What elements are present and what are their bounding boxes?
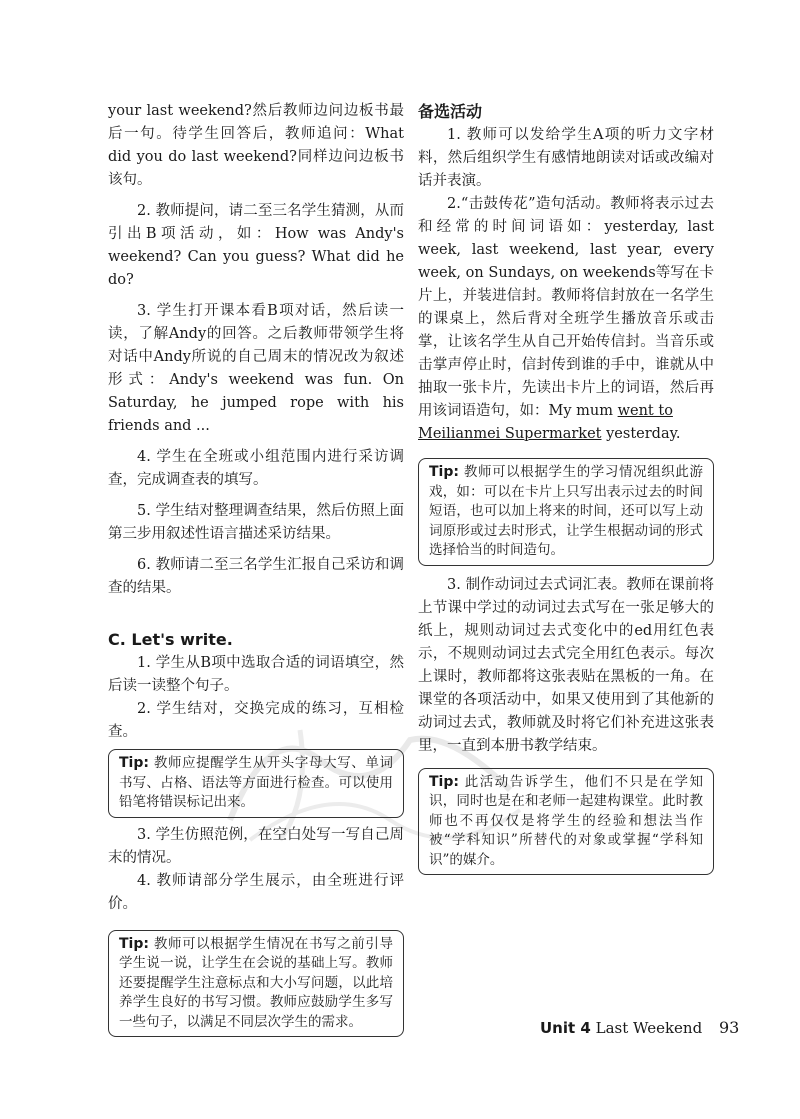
step-2: 2. 教师提问，请二至三名学生猜测，从而引出B项活动，如：How was Andy's weekend? Can you guess? What did he do? bbox=[108, 203, 404, 288]
tip-text: 此活动告诉学生，他们不只是在学知识，同时也是在和老师一起建构课堂。此时教师也不再仅仅是将学生的经验和想法当作被“学科知识”所替代的对象或掌握“学科知识”的媒介。 bbox=[429, 773, 704, 868]
tip-text: 教师可以根据学生情况在书写之前引导学生说一说，让学生在会说的基础上写。教师还要提醒学生注意标点和大小写问题，以此培养学生良好的书写习惯。教师应鼓励学生多写一些句子，以满足不同层次学生的需求。 bbox=[119, 935, 394, 1030]
c-step-2: 2. 学生结对，交换完成的练习，互相检查。 bbox=[108, 701, 404, 740]
unit-title: Last Weekend bbox=[595, 1019, 703, 1037]
tip-label: Tip: bbox=[119, 935, 149, 952]
left-column bbox=[108, 100, 404, 1043]
activity-2 bbox=[418, 193, 714, 446]
step-6: 6. 教师请二至三名学生汇报自己采访和调查的结果。 bbox=[108, 557, 404, 596]
alternative-activities-title: 备选活动 bbox=[418, 102, 483, 121]
underlined-phrase: went to bbox=[617, 403, 673, 419]
tip-label: Tip: bbox=[119, 755, 149, 771]
step-5: 5. 学生结对整理调查结果，然后仿照上面第三步用叙述性语言描述采访结果。 bbox=[108, 503, 404, 542]
tip-label: Tip: bbox=[429, 464, 459, 480]
step-4: 4. 学生在全班或小组范围内进行采访调查，完成调查表的填写。 bbox=[108, 449, 404, 488]
activity-2-end: yesterday. bbox=[601, 426, 681, 442]
underlined-phrase: Meilianmei Supermarket bbox=[418, 426, 602, 442]
activity-3: 3. 制作动词过去式词汇表。教师在课前将上节课中学过的动词过去式写在一张足够大的纸上，规则动词过去式变化中的ed用红色表示，不规则动词过去式完全用红色表示。每次上课时，教师都将这张表贴在黑板的一角。在课堂的各项活动中，如果又使用到了其他新的动词过去式，教师就及时将它们补充进这张表里，一直到本册书教学结束。 bbox=[418, 576, 714, 754]
section-c-title: C. Let's write. bbox=[108, 630, 233, 649]
tip-box bbox=[418, 458, 714, 566]
right-column bbox=[418, 100, 714, 881]
c-step-4: 4. 教师请部分学生展示，由全班进行评价。 bbox=[108, 872, 404, 912]
page-footer bbox=[540, 1018, 739, 1037]
tip-text: 教师可以根据学生的学习情况组织此游戏，如：可以在卡片上只写出表示过去的时间短语，也可以加上将来的时间，还可以写上动词原形或过去时形式，让学生根据动词的形式选择恰当的时间造句。 bbox=[429, 464, 704, 558]
tip-box bbox=[108, 930, 404, 1038]
tip-text: 教师应提醒学生从开头字母大写、单词书写、占格、语法等方面进行检查。可以使用铅笔将错误标记出来。 bbox=[119, 755, 394, 810]
page-number: 93 bbox=[718, 1018, 740, 1037]
tip-label: Tip: bbox=[429, 773, 459, 790]
unit-number: Unit 4 bbox=[540, 1019, 591, 1037]
paragraph-continued: your last weekend?然后教师边问边板书最后一句。待学生回答后，教师追问：What did you do last weekend?同样边问边板书该句。 bbox=[108, 103, 404, 188]
tip-box bbox=[418, 768, 714, 876]
activity-1: 1. 教师可以发给学生A项的听力文字材料，然后组织学生有感情地朗读对话或改编对话并表演。 bbox=[418, 127, 714, 189]
activity-2-text: 2.“击鼓传花”造句活动。教师将表示过去和经常的时间词语如：yesterday, last week, last weekend, last year, every week, on Sundays, on weekends等写在卡片上，并装进信封。教师将信封放在一名学生的课桌上，然后背对全班学生播放音乐或击掌，让该名学生从自己开始传信封。当音乐或击掌声停止时，信封传到谁的手中，谁就从中抽取一张卡片，先读出卡片上的词语，然后再用该词语造句，如：My mum bbox=[418, 196, 714, 419]
c-step-1: 1. 学生从B项中选取合适的词语填空，然后读一读整个句子。 bbox=[108, 655, 404, 694]
c-step-3: 3. 学生仿照范例，在空白处写一写自己周末的情况。 bbox=[108, 826, 404, 866]
tip-box bbox=[108, 749, 404, 818]
step-3: 3. 学生打开课本看B项对话，然后读一读，了解Andy的回答。之后教师带领学生将对话中Andy所说的自己周末的情况改为叙述形式：Andy's weekend was fun. On Saturday, he jumped rope with his friends and ... bbox=[108, 303, 404, 434]
